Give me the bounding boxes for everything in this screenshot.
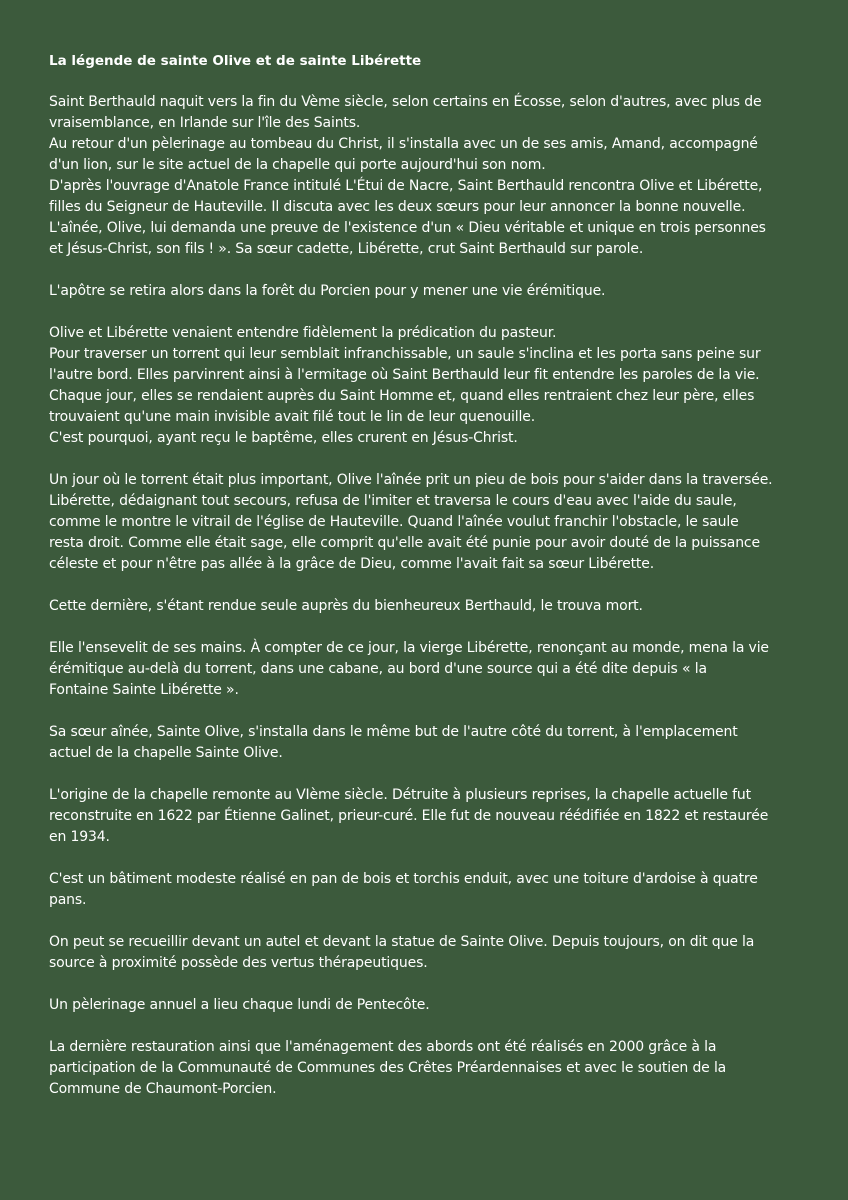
- document-body: [49, 92, 808, 1100]
- text-line: érémitique au-delà du torrent, dans une cabane, au bord d'une source qui a été dite depuis « la: [49, 661, 707, 677]
- text-line: pans.: [49, 892, 87, 908]
- text-line: Fontaine Sainte Libérette ».: [49, 682, 239, 698]
- text-line: en 1934.: [49, 829, 110, 845]
- text-line: Sa sœur aînée, Sainte Olive, s'installa dans le même but de l'autre côté du torrent, à l'emplacement: [49, 724, 738, 740]
- paragraph: [49, 323, 808, 449]
- text-line: l'autre bord. Elles parvinrent ainsi à l'ermitage où Saint Berthauld leur fit entendre les paroles de la vie.: [49, 367, 760, 383]
- text-line: Libérette, dédaignant tout secours, refusa de l'imiter et traversa le cours d'eau avec l'aide du saule,: [49, 493, 737, 509]
- text-line: reconstruite en 1622 par Étienne Galinet, prieur-curé. Elle fut de nouveau réédifiée en 1822 et restaurée: [49, 808, 769, 824]
- text-line: trouvaient qu'une main invisible avait filé tout le lin de leur quenouille.: [49, 409, 536, 425]
- text-line: On peut se recueillir devant un autel et devant la statue de Sainte Olive. Depuis toujours, on dit que la: [49, 934, 755, 950]
- text-line: C'est pourquoi, ayant reçu le baptême, elles crurent en Jésus-Christ.: [49, 430, 518, 446]
- paragraph: [49, 722, 808, 764]
- text-line: La dernière restauration ainsi que l'aménagement des abords ont été réalisés en 2000 grâce à la: [49, 1039, 717, 1055]
- paragraph: [49, 995, 808, 1016]
- paragraph: [49, 596, 808, 617]
- document-title: La légende de sainte Olive et de sainte Libérette: [49, 53, 422, 69]
- text-line: L'origine de la chapelle remonte au VIème siècle. Détruite à plusieurs reprises, la chapelle actuelle fut: [49, 787, 751, 803]
- text-line: participation de la Communauté de Communes des Crêtes Préardennaises et avec le soutien de la: [49, 1060, 727, 1076]
- text-line: actuel de la chapelle Sainte Olive.: [49, 745, 283, 761]
- paragraph: [49, 869, 808, 911]
- text-line: Un jour où le torrent était plus important, Olive l'aînée prit un pieu de bois pour s'aider dans la traversée.: [49, 472, 773, 488]
- text-line: source à proximité possède des vertus thérapeutiques.: [49, 955, 428, 971]
- text-line: Chaque jour, elles se rendaient auprès du Saint Homme et, quand elles rentraient chez leur père, elles: [49, 388, 755, 404]
- paragraph: [49, 470, 808, 575]
- paragraph: [49, 92, 808, 260]
- text-line: resta droit. Comme elle était sage, elle comprit qu'elle avait été punie pour avoir douté de la puissance: [49, 535, 760, 551]
- text-line: L'aînée, Olive, lui demanda une preuve de l'existence d'un « Dieu véritable et unique en trois personnes: [49, 220, 766, 236]
- text-line: Cette dernière, s'étant rendue seule auprès du bienheureux Berthauld, le trouva mort.: [49, 598, 643, 614]
- text-line: Elle l'ensevelit de ses mains. À compter de ce jour, la vierge Libérette, renonçant au monde, mena la vie: [49, 640, 769, 656]
- text-line: comme le montre le vitrail de l'église de Hauteville. Quand l'aînée voulut franchir l'obstacle, le saule: [49, 514, 739, 530]
- paragraph: [49, 638, 808, 701]
- text-line: C'est un bâtiment modeste réalisé en pan de bois et torchis enduit, avec une toiture d'ardoise à quatre: [49, 871, 758, 887]
- text-line: D'après l'ouvrage d'Anatole France intitulé L'Étui de Nacre, Saint Berthauld rencontra Olive et Libérette,: [49, 178, 763, 194]
- paragraph: [49, 281, 808, 302]
- text-line: d'un lion, sur le site actuel de la chapelle qui porte aujourd'hui son nom.: [49, 157, 546, 173]
- text-line: Olive et Libérette venaient entendre fidèlement la prédication du pasteur.: [49, 325, 557, 341]
- paragraph: [49, 932, 808, 974]
- text-line: vraisemblance, en Irlande sur l'île des Saints.: [49, 115, 361, 131]
- text-line: Pour traverser un torrent qui leur semblait infranchissable, un saule s'inclina et les porta sans peine sur: [49, 346, 761, 362]
- paragraph: [49, 1037, 808, 1100]
- text-line: L'apôtre se retira alors dans la forêt du Porcien pour y mener une vie érémitique.: [49, 283, 606, 299]
- text-line: Saint Berthauld naquit vers la fin du Vème siècle, selon certains en Écosse, selon d'autres, avec plus de: [49, 94, 762, 110]
- text-line: Commune de Chaumont-Porcien.: [49, 1081, 277, 1097]
- text-line: Un pèlerinage annuel a lieu chaque lundi de Pentecôte.: [49, 997, 430, 1013]
- text-line: céleste et pour n'être pas allée à la grâce de Dieu, comme l'avait fait sa sœur Libérette.: [49, 556, 655, 572]
- text-line: filles du Seigneur de Hauteville. Il discuta avec les deux sœurs pour leur annoncer la bonne nouvelle.: [49, 199, 746, 215]
- text-line: Au retour d'un pèlerinage au tombeau du Christ, il s'installa avec un de ses amis, Amand, accompagné: [49, 136, 758, 152]
- paragraph: [49, 785, 808, 848]
- text-line: et Jésus-Christ, son fils ! ». Sa sœur cadette, Libérette, crut Saint Berthauld sur parole.: [49, 241, 644, 257]
